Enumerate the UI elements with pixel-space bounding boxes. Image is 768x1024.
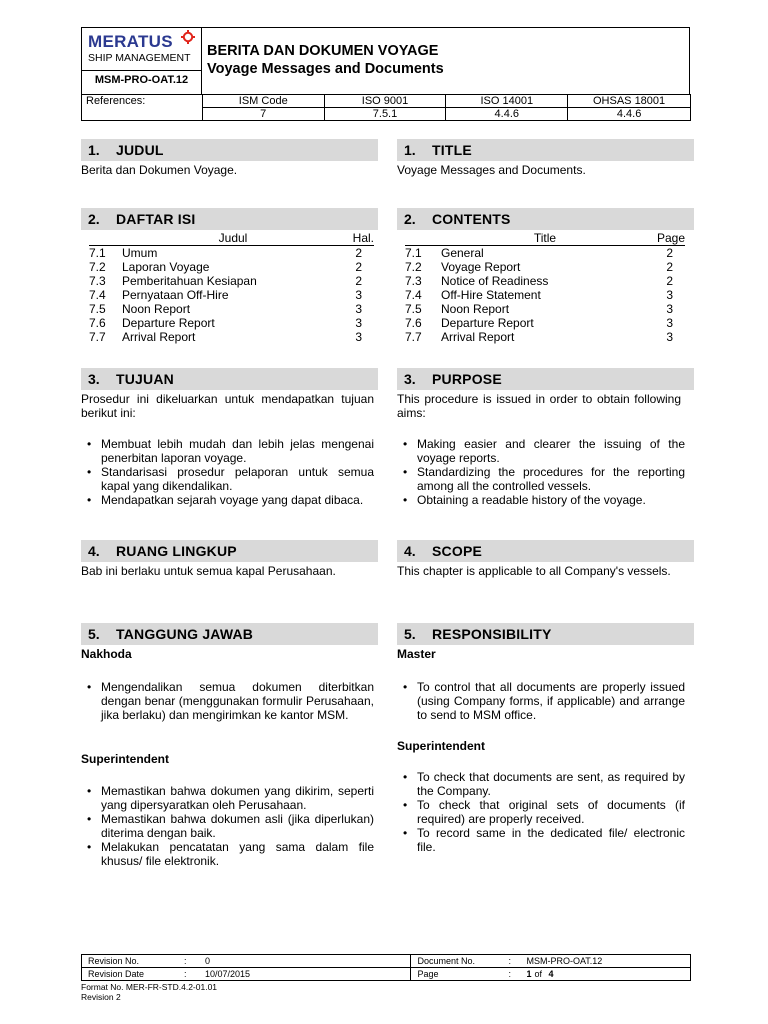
contents-label: Pernyataan Off-Hire <box>122 288 229 302</box>
list-item-text: To control that all documents are properly issued (using Company forms, if applicable) and arrange to send to MSM office. <box>417 680 685 722</box>
revision-date-cell <box>82 968 411 981</box>
contents-label: Departure Report <box>441 316 534 330</box>
page-number-cell <box>411 968 691 981</box>
contents-column-title: Title <box>441 231 649 246</box>
document-number-cell <box>411 955 691 968</box>
section-title: RESPONSIBILITY <box>432 626 552 642</box>
list-item <box>87 812 374 840</box>
ref-value-iso14001: 4.4.6 <box>446 108 568 121</box>
section-title: JUDUL <box>116 142 164 158</box>
contents-label: Umum <box>122 246 158 260</box>
section-heading-title <box>397 139 694 161</box>
contents-page: 3 <box>666 288 673 302</box>
section-intro-purpose: This procedure is issued in order to obtain following aims: <box>397 392 681 420</box>
list-item-text: Standarisasi prosedur pelaporan untuk semua kapal yang dikendalikan. <box>101 465 374 493</box>
section-number: 2. <box>88 211 100 227</box>
revision-number-cell <box>82 955 411 968</box>
ref-column-ism: ISM Code <box>202 95 324 108</box>
list-item <box>403 798 685 826</box>
section-intro-tujuan: Prosedur ini dikeluarkan untuk mendapatkan tujuan berikut ini: <box>81 392 374 420</box>
company-logo-text: MERATUS <box>88 32 173 51</box>
footer-row <box>82 968 691 981</box>
section-heading-responsibility <box>397 623 694 645</box>
ref-value-ohsas: 4.4.6 <box>568 108 691 121</box>
bullet-icon: • <box>87 812 92 826</box>
section-number: 1. <box>404 142 416 158</box>
list-item-text: Mendapatkan sejarah voyage yang dapat dibaca. <box>101 493 364 507</box>
contents-row <box>405 288 685 302</box>
ref-value-iso9001: 7.5.1 <box>324 108 446 121</box>
responsibility-list-nakhoda <box>87 680 374 722</box>
ref-column-ohsas: OHSAS 18001 <box>568 95 691 108</box>
list-item-text: Mengendalikan semua dokumen diterbitkan dengan benar (menggunakan formulir Perusahaan, jika berlaku) dan mengirimkan ke kantor MSM. <box>101 680 374 722</box>
contents-page: 2 <box>355 246 362 260</box>
contents-page: 3 <box>666 316 673 330</box>
list-item <box>403 465 685 493</box>
section-heading-contents <box>397 208 694 230</box>
colon-separator: : <box>184 969 187 979</box>
section-number: 3. <box>404 371 416 387</box>
contents-label: Off-Hire Statement <box>441 288 541 302</box>
role-heading-superintendent: Superintendent <box>81 752 170 766</box>
responsibility-list-superintendent-en <box>403 770 685 854</box>
contents-row <box>405 316 685 330</box>
format-info <box>81 982 217 1002</box>
bullet-icon: • <box>403 680 408 694</box>
contents-row <box>89 330 374 344</box>
bullet-icon: • <box>403 826 408 840</box>
role-heading-master: Master <box>397 647 436 661</box>
company-logo-mark-icon <box>181 30 195 44</box>
colon-separator: : <box>508 969 511 979</box>
contents-page: 3 <box>666 302 673 316</box>
section-body-judul: Berita dan Dokumen Voyage. <box>81 163 238 177</box>
document-number-value: MSM-PRO-OAT.12 <box>526 956 603 966</box>
contents-column-page: Hal. <box>344 231 374 246</box>
section-title: TITLE <box>432 142 472 158</box>
contents-page: 3 <box>355 302 362 316</box>
section-number: 4. <box>88 543 100 559</box>
bullet-icon: • <box>403 465 408 479</box>
list-item-text: Making easier and clearer the issuing of the voyage reports. <box>417 437 685 465</box>
contents-row <box>89 260 374 274</box>
list-item-text: Memastikan bahwa dokumen asli (jika diperlukan) diterima dengan baik. <box>101 812 374 840</box>
contents-number: 7.5 <box>89 302 106 316</box>
contents-label: Noon Report <box>441 302 510 316</box>
format-number: Format No. MER-FR-STD.4.2-01.01 <box>81 982 218 992</box>
contents-row <box>89 288 374 302</box>
list-item <box>403 826 685 854</box>
list-item-text: To record same in the dedicated file/ electronic file. <box>417 826 685 854</box>
contents-header-row <box>405 231 685 246</box>
contents-page: 2 <box>355 274 362 288</box>
section-heading-scope <box>397 540 694 562</box>
bullet-icon: • <box>403 770 408 784</box>
references-header-row <box>82 95 691 108</box>
section-number: 4. <box>404 543 416 559</box>
list-item-text: Obtaining a readable history of the voyage. <box>417 493 646 507</box>
section-title: CONTENTS <box>432 211 511 227</box>
contents-number: 7.6 <box>405 316 422 330</box>
section-heading-tujuan <box>81 368 378 390</box>
contents-number: 7.1 <box>89 246 106 260</box>
bullet-icon: • <box>403 798 408 812</box>
section-title: SCOPE <box>432 543 483 559</box>
contents-label: Laporan Voyage <box>122 260 210 274</box>
purpose-list-english <box>403 437 685 507</box>
footer-row <box>82 955 691 968</box>
list-item-text: To check that original sets of documents (if required) are properly received. <box>417 798 685 826</box>
contents-page: 2 <box>666 246 673 260</box>
contents-header-row <box>89 231 374 246</box>
contents-row <box>405 302 685 316</box>
section-body-title: Voyage Messages and Documents. <box>397 163 586 177</box>
ref-value-ism: 7 <box>202 108 324 121</box>
contents-number: 7.6 <box>89 316 106 330</box>
contents-label: Noon Report <box>122 302 191 316</box>
document-title-english: Voyage Messages and Documents <box>207 61 444 77</box>
list-item <box>87 680 374 722</box>
section-heading-ruang-lingkup <box>81 540 378 562</box>
section-body-ruang-lingkup: Bab ini berlaku untuk semua kapal Perusahaan. <box>81 564 336 578</box>
contents-page: 3 <box>355 316 362 330</box>
contents-number: 7.2 <box>89 260 106 274</box>
contents-column-title: Judul <box>122 231 344 246</box>
list-item-text: Standardizing the procedures for the reporting among all the controlled vessels. <box>417 465 685 493</box>
section-number: 3. <box>88 371 100 387</box>
revision-date-value: 10/07/2015 <box>205 969 251 979</box>
section-title: PURPOSE <box>432 371 502 387</box>
list-item <box>87 784 374 812</box>
bullet-icon: • <box>87 680 92 694</box>
references-table <box>81 94 691 121</box>
list-item-text: Melakukan pencatatan yang sama dalam file khusus/ file elektronik. <box>101 840 374 868</box>
contents-row <box>405 246 685 261</box>
list-item <box>87 493 374 507</box>
list-item <box>403 437 685 465</box>
list-item <box>87 840 374 868</box>
document-number-label: Document No. <box>417 956 475 966</box>
contents-row <box>89 302 374 316</box>
contents-label: Pemberitahuan Kesiapan <box>122 274 257 288</box>
colon-separator: : <box>508 956 511 966</box>
references-label: References: <box>82 95 203 121</box>
contents-row <box>405 274 685 288</box>
contents-label: Arrival Report <box>122 330 196 344</box>
contents-number: 7.2 <box>405 260 422 274</box>
list-item <box>403 770 685 798</box>
contents-page: 3 <box>355 330 362 344</box>
company-logo-subtitle: SHIP MANAGEMENT <box>88 52 191 64</box>
revision-footer-table <box>81 954 691 981</box>
contents-label: Notice of Readiness <box>441 274 549 288</box>
list-item-text: Memastikan bahwa dokumen yang dikirim, seperti yang dipersyaratkan oleh Perusahaan. <box>101 784 374 812</box>
contents-page: 2 <box>355 260 362 274</box>
section-number: 1. <box>88 142 100 158</box>
ref-column-iso14001: ISO 14001 <box>446 95 568 108</box>
ref-column-iso9001: ISO 9001 <box>324 95 446 108</box>
role-heading-superintendent-en: Superintendent <box>397 739 486 753</box>
section-title: TANGGUNG JAWAB <box>116 626 254 642</box>
contents-page: 2 <box>666 260 673 274</box>
section-heading-judul <box>81 139 378 161</box>
colon-separator: : <box>184 956 187 966</box>
contents-number: 7.7 <box>89 330 106 344</box>
contents-row <box>405 260 685 274</box>
section-number: 5. <box>88 626 100 642</box>
revision-number-value: 0 <box>205 956 211 966</box>
contents-page: 3 <box>355 288 362 302</box>
bullet-icon: • <box>87 465 92 479</box>
revision-number-label: Revision No. <box>88 956 140 966</box>
section-title: RUANG LINGKUP <box>116 543 237 559</box>
section-number: 2. <box>404 211 416 227</box>
format-revision: Revision 2 <box>81 992 121 1002</box>
bullet-icon: • <box>87 437 92 451</box>
section-title: TUJUAN <box>116 371 174 387</box>
contents-number: 7.7 <box>405 330 422 344</box>
bullet-icon: • <box>403 493 408 507</box>
list-item <box>87 437 374 465</box>
page-total: 4 <box>548 969 554 979</box>
contents-number: 7.3 <box>405 274 422 288</box>
contents-row <box>405 330 685 344</box>
list-item <box>403 493 685 507</box>
contents-number: 7.4 <box>89 288 106 302</box>
contents-number: 7.4 <box>405 288 422 302</box>
list-item <box>87 465 374 493</box>
contents-table-english <box>405 231 685 344</box>
responsibility-list-superintendent-id <box>87 784 374 868</box>
section-title: DAFTAR ISI <box>116 211 196 227</box>
contents-label: Arrival Report <box>441 330 515 344</box>
role-heading-nakhoda: Nakhoda <box>81 647 132 661</box>
contents-label: Voyage Report <box>441 260 521 274</box>
bullet-icon: • <box>403 437 408 451</box>
contents-column-page: Page <box>649 231 685 246</box>
contents-page: 3 <box>666 330 673 344</box>
responsibility-list-master <box>403 680 685 722</box>
contents-page: 2 <box>666 274 673 288</box>
purpose-list-indonesian <box>87 437 374 507</box>
bullet-icon: • <box>87 493 92 507</box>
contents-number: 7.1 <box>405 246 422 260</box>
contents-row <box>89 274 374 288</box>
document-title-indonesian: BERITA DAN DOKUMEN VOYAGE <box>207 43 439 59</box>
list-item <box>403 680 685 722</box>
page-current: 1 <box>526 969 532 979</box>
list-item-text: To check that documents are sent, as required by the Company. <box>417 770 685 798</box>
section-number: 5. <box>404 626 416 642</box>
header-doc-code: MSM-PRO-OAT.12 <box>94 74 189 86</box>
contents-label: Departure Report <box>122 316 215 330</box>
section-heading-daftar-isi <box>81 208 378 230</box>
bullet-icon: • <box>87 784 92 798</box>
contents-number: 7.3 <box>89 274 106 288</box>
contents-number: 7.5 <box>405 302 422 316</box>
section-heading-tanggung-jawab <box>81 623 378 645</box>
logo-divider <box>81 70 202 71</box>
contents-label: General <box>441 246 484 260</box>
revision-date-label: Revision Date <box>88 969 145 979</box>
page-of: of <box>534 969 542 979</box>
contents-row <box>89 316 374 330</box>
section-body-scope: This chapter is applicable to all Company's vessels. <box>397 564 671 578</box>
bullet-icon: • <box>87 840 92 854</box>
list-item-text: Membuat lebih mudah dan lebih jelas mengenai penerbitan laporan voyage. <box>101 437 374 465</box>
contents-table-indonesian <box>89 231 374 344</box>
page-label: Page <box>417 969 439 979</box>
contents-row <box>89 246 374 261</box>
section-heading-purpose <box>397 368 694 390</box>
